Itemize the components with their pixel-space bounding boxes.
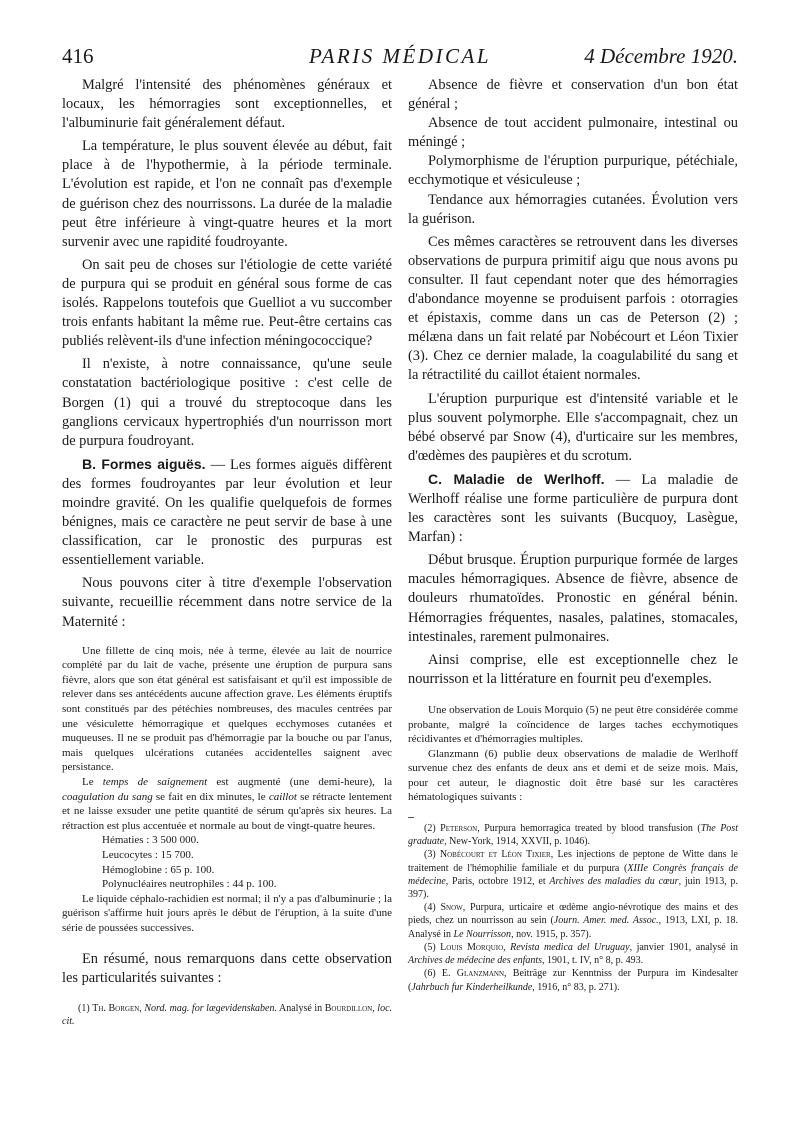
footnote-divider xyxy=(408,817,414,818)
footnote-number: (4) xyxy=(424,902,441,914)
work-title: Jahrbuch fur Kinderheilkunde xyxy=(411,981,533,993)
paragraph: Ces mêmes caractères se retrouvent dans les diverses observations de purpura primitif aigu que nous avons pu consulter. Il faut cependant noter que des hémorragies d'abondance moyenne se produisent parfois : otorragies et épistaxis, comme dans un cas de Peterson (2) ; mélæna dans un fait relaté par Nobécourt et Léon Tixier (3). Chez ce dernier malade, la coagulabilité du sang et la rétractilité du caillot étaient normales. xyxy=(408,233,738,384)
case-report-coagulation xyxy=(62,775,392,833)
section-werlhoff xyxy=(408,470,738,547)
work-title: Le Nourrisson xyxy=(453,928,512,940)
footnote-2 xyxy=(408,822,738,848)
author: Snow xyxy=(440,902,463,914)
text-run: , Les injections de peptone de Witte dans le traitement de l'hémophilie familiale et du purpura ( xyxy=(408,849,738,874)
text-run: , Purpura, urticaire et œdème angio-névrotique des mains et des pieds, chez un nourrisson au sein ( xyxy=(408,902,738,927)
work-title: , Nord. mag. for lægevidenskaben. xyxy=(139,1002,277,1014)
list-item: Absence de fièvre et conservation d'un bon état général ; xyxy=(408,77,738,113)
term: coagulation du sang xyxy=(62,790,153,803)
work-title: Archives des maladies du cœur xyxy=(549,875,679,887)
work-title: Archives de médecine des enfants xyxy=(408,955,543,967)
footnote-number: (2) xyxy=(424,823,441,835)
section-text: — La maladie de Werlhoff réalise une forme particulière de purpura dont les caractères sont les suivants (Bucquoy, Lasègue, Marfan) : xyxy=(408,471,739,546)
author: Nobécourt et Léon Tixier xyxy=(439,849,551,861)
footnote-number: (5) xyxy=(424,941,441,953)
term: caillot xyxy=(268,790,297,803)
paragraph: La température, le plus souvent élevée au début, fait place à de l'hypothermie, à la période terminale. L'évolution est rapide, et l'on ne connaît pas d'exemple de guérison chez des nourrissons. La durée de la maladie peut être inférieure à vingt-quatre heures et la mort survenir avec une rapidité foudroyante. xyxy=(62,138,392,250)
paragraph: Nous pouvons citer à titre d'exemple l'observation suivante, recueillie récemment dans notre service de la Maternité : xyxy=(62,575,392,630)
section-heading: C. Maladie de Werlhoff. xyxy=(428,470,605,487)
footnote-6 xyxy=(408,967,738,993)
lab-result: Polynucléaires neutrophiles : 44 p. 100. xyxy=(102,878,277,891)
text-run: , xyxy=(503,941,511,953)
paragraph: On sait peu de choses sur l'étiologie de cette variété de purpura qui se produit en général sous forme de cas isolés. Rappelons toutefois que Guelliot a vu succomber trois enfants habitant la même rue. Peut-être certains cas publiés relèvent-ils d'une infection méningococcique? xyxy=(62,256,392,350)
text-run: Analysé in xyxy=(276,1002,325,1014)
right-column xyxy=(408,76,738,994)
paragraph: En résumé, nous remarquons dans cette observation les particularités suivantes : xyxy=(62,950,392,986)
footnote-number: (1) xyxy=(78,1002,93,1014)
text-run: , Purpura hemorragica treated by blood transfusion ( xyxy=(477,823,701,835)
list-item: Tendance aux hémorragies cutanées. Évolution vers la guérison. xyxy=(408,191,738,227)
footnote-3 xyxy=(408,848,738,901)
text-run: , janvier 1901, analysé in xyxy=(629,941,738,953)
paragraph: Malgré l'intensité des phénomènes généraux et locaux, les hémorragies sont exceptionnelles, et l'albuminurie fait généralement défaut. xyxy=(62,77,392,132)
work-title: XIIIe Congrès français de médecine xyxy=(408,862,738,887)
author: Peterson xyxy=(440,823,478,835)
author: Louis Morquio xyxy=(440,941,504,953)
footnote-4 xyxy=(408,901,738,941)
footnote-number: (3) xyxy=(424,849,440,861)
term: temps de saignement xyxy=(102,775,208,788)
work-title: The Post graduate xyxy=(408,823,738,848)
author: Bourdillon xyxy=(324,1002,373,1014)
work-title: , loc. cit. xyxy=(62,1002,393,1027)
author: Th. Borgen xyxy=(92,1002,140,1014)
text-run: , nov. 1915, p. 357). xyxy=(511,928,592,940)
footnote-1 xyxy=(62,1002,392,1028)
text-run: , Beiträge zur Kenntniss der Purpura im Kindesalter ( xyxy=(408,968,738,993)
text-run: , Paris, octobre 1912, et xyxy=(445,875,550,887)
page-number: 416 xyxy=(62,44,94,68)
author: E. Glanzmann xyxy=(441,968,505,980)
paragraph: Ainsi comprise, elle est exceptionnelle chez le nourrisson et la littérature en fournit peu d'exemples. xyxy=(408,651,738,687)
text-run: , 1901, t. IV, n° 8, p. 493. xyxy=(542,955,644,967)
text-run: se rétracte lentement et ne laisse exsuder une petite quantité de sérum qu'après six heures. La rétraction est plus accentuée et normale au bout de vingt-quatre heures. xyxy=(62,790,392,832)
issue-date: 4 Décembre 1920. xyxy=(584,44,738,68)
text-run: , juin 1913, p. 397). xyxy=(408,875,739,901)
text-run: Le xyxy=(82,775,103,788)
text-run: se fait en dix minutes, le xyxy=(152,790,269,803)
footnote-5 xyxy=(408,941,738,967)
case-report: Une fillette de cinq mois, née à terme, élevée au lait de nourrice complété par du lait de vache, présente une éruption de purpura sans fièvre, alors que son état général est satisfaisant et qu'il est impossible de relever dans ses antécédents aucune affection grave. Les éléments éruptifs sont constitués par des pétéchies nombreuses, des macules centrées par une vésiculette hémorragique et quelques ecchymoses cutanées et muqueuses. Il ne se produit pas d'hémorragie par la bouche ou par l'anus, mais quelques ulcérations cutanées accidentelles saignent avec persistance. xyxy=(62,644,392,774)
left-column xyxy=(62,76,392,1028)
section-text: — Les formes aiguës diffèrent des formes foudroyantes par leur évolution et leur moindre gravité. On les qualifie quelquefois de formes bénignes, mais ce caractère ne peut servir de base à une classification, car le pronostic des purpuras est essentiellement variable. xyxy=(62,456,393,569)
section-formes-aigues xyxy=(62,455,392,571)
lab-result: Leucocytes : 15 700. xyxy=(102,848,194,861)
journal-title: PARIS MÉDICAL xyxy=(308,44,491,68)
work-title: Revista medica del Uruguay xyxy=(510,941,630,953)
paragraph: L'éruption purpurique est d'intensité variable et le plus souvent polymorphe. Elle s'accompagnait, chez un bébé observé par Snow (4), d'urticaire sur les membres, d'œdèmes des paupières et du scrotum. xyxy=(408,390,738,464)
lab-result: Hématies : 3 500 000. xyxy=(102,834,199,847)
lab-result: Hémoglobine : 65 p. 100. xyxy=(102,863,215,876)
note-paragraph: Glanzmann (6) publie deux observations de maladie de Werlhoff survenue chez des enfants de deux ans et demi et de seize mois. Mais, pour cet auteur, le diagnostic doit être basé sur les caractères hématologiques suivants : xyxy=(408,747,738,804)
list-item: Absence de tout accident pulmonaire, intestinal ou méningé ; xyxy=(408,115,738,151)
note-paragraph: Une observation de Louis Morquio (5) ne peut être considérée comme probante, malgré la coïncidence de larges taches ecchymotiques récidivantes et d'hémorragies multiples. xyxy=(408,703,738,746)
text-run: , 1913, LXI, p. 18. Analysé in xyxy=(408,915,738,940)
text-run: , 1916, n° 83, p. 271). xyxy=(532,981,620,993)
paragraph: Il n'existe, à notre connaissance, qu'une seule constatation bactériologique positive : c'est celle de Borgen (1) qui a trouvé du streptocoque dans les ganglions cervicaux hypertrophiés d'un nourrisson mort de purpura foudroyant. xyxy=(62,356,392,449)
text-run: , New-York, 1914, XXVII, p. 1046). xyxy=(444,836,591,848)
footnote-number: (6) xyxy=(424,968,442,980)
case-report: Le liquide céphalo-rachidien est normal; il n'y a pas d'albuminurie ; la guérison s'affirme huit jours après le début de l'éruption, à la suite d'une série de poussées successives. xyxy=(62,892,392,934)
list-item: Polymorphisme de l'éruption purpurique, pétéchiale, ecchymotique et vésiculeuse ; xyxy=(408,153,738,189)
text-run: est augmenté (une demi-heure), la xyxy=(207,775,392,788)
work-title: Journ. Amer. med. Assoc. xyxy=(553,915,659,927)
paragraph: Début brusque. Éruption purpurique formée de larges macules hémorragiques. Absence de fièvre, absence de douleurs rhumatoïdes. Pronostic en général bénin. Hémorragies fréquentes, nasales, palatines, stomacales, intestinales, rarement pulmonaires. xyxy=(408,552,738,645)
section-heading: B. Formes aiguës. xyxy=(82,455,206,472)
running-header xyxy=(62,40,738,74)
